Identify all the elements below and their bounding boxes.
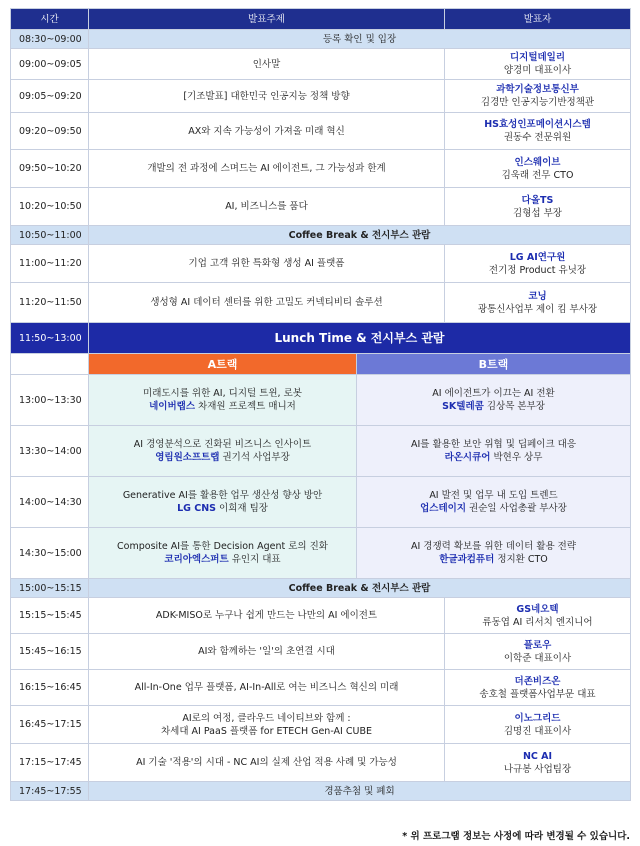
- speaker-cell: [445, 283, 631, 323]
- speaker-name: 김형섭 부장: [513, 207, 562, 219]
- time-cell: 17:15~17:45: [11, 744, 89, 782]
- session-title: [기조발표] 대한민국 인공지능 정책 방향: [89, 80, 445, 113]
- speaker-org: LG CNS: [177, 503, 216, 514]
- time-cell: 16:45~17:15: [11, 706, 89, 744]
- session-title: 개발의 전 과정에 스며드는 AI 에이전트, 그 가능성과 한계: [89, 150, 445, 188]
- table-row: [11, 706, 631, 744]
- header-topic: 발표주제: [89, 9, 445, 30]
- speaker-name: 차재원 프로젝트 매니저: [198, 401, 296, 412]
- schedule-table-container: [10, 8, 630, 801]
- speaker-name: 전기정 Product 유닛장: [488, 264, 587, 276]
- time-cell: 10:20~10:50: [11, 188, 89, 226]
- speaker-org: 영림원소프트랩: [155, 452, 220, 463]
- speaker-cell: [445, 670, 631, 706]
- track-row: [11, 528, 631, 579]
- track-b-session: [357, 528, 631, 579]
- table-header-row: [11, 9, 631, 30]
- band-label: Coffee Break & 전시부스 관람: [89, 226, 631, 245]
- time-cell: 09:50~10:20: [11, 150, 89, 188]
- speaker-org: 과학기술정보통신부: [496, 84, 579, 95]
- speaker-cell: [445, 598, 631, 634]
- session-title: 인사말: [89, 49, 445, 80]
- table-row: [11, 150, 631, 188]
- speaker-org: 코닝: [528, 290, 547, 302]
- speaker-cell: [445, 80, 631, 113]
- table-row: [11, 188, 631, 226]
- time-cell: 11:20~11:50: [11, 283, 89, 323]
- speaker-org: LG AI연구원: [509, 251, 566, 263]
- table-row: [11, 283, 631, 323]
- table-row: [11, 80, 631, 113]
- session-title: AI 경영분석으로 진화된 비즈니스 인사이트: [133, 439, 312, 450]
- speaker-cell: [445, 49, 631, 80]
- speaker-name: 권기석 사업부장: [222, 452, 290, 463]
- speaker-name: 송호철 플랫폼사업부문 대표: [479, 688, 596, 700]
- table-row: [11, 744, 631, 782]
- header-time: 시간: [11, 9, 89, 30]
- track-header-row: [11, 354, 631, 375]
- session-title: AI 발전 및 업무 내 도입 트렌드: [429, 490, 558, 501]
- speaker-org: 이노그리드: [514, 712, 561, 724]
- speaker-org: 코리아엑스퍼트: [164, 554, 229, 565]
- speaker-name: 정지환 CTO: [497, 554, 548, 565]
- table-row: [11, 245, 631, 283]
- speaker-org: 인스웨이브: [514, 156, 561, 168]
- session-title: 미래도시를 위한 AI, 디지털 트윈, 로봇: [143, 388, 302, 399]
- track-header-spacer: [11, 354, 89, 375]
- time-cell: 15:15~15:45: [11, 598, 89, 634]
- time-cell: 08:30~09:00: [11, 30, 89, 49]
- session-title: All-In-One 업무 플랫폼, AI-In-All로 여는 비즈니스 혁신의 미래: [89, 670, 445, 706]
- session-title: AI 기술 '적용'의 시대 - NC AI의 실제 산업 적용 사례 및 가능성: [89, 744, 445, 782]
- header-speaker: 발표자: [445, 9, 631, 30]
- speaker-cell: [445, 113, 631, 150]
- table-row: [11, 598, 631, 634]
- track-b-session: [357, 375, 631, 426]
- track-a-header: A트랙: [89, 354, 357, 375]
- footnote: * 위 프로그램 정보는 사정에 따라 변경될 수 있습니다.: [402, 831, 630, 842]
- time-cell: 11:50~13:00: [11, 323, 89, 354]
- speaker-org: 업스테이지: [420, 503, 467, 514]
- speaker-cell: [445, 634, 631, 670]
- speaker-org: 네이버랩스: [149, 401, 196, 412]
- break-row: [11, 579, 631, 598]
- time-cell: 14:00~14:30: [11, 477, 89, 528]
- speaker-name: 나규봉 사업팀장: [503, 763, 572, 775]
- speaker-cell: [445, 744, 631, 782]
- registration-row: [11, 30, 631, 49]
- table-row: [11, 49, 631, 80]
- time-cell: 09:20~09:50: [11, 113, 89, 150]
- track-a-session: [89, 375, 357, 426]
- session-title: AI 경쟁력 확보를 위한 데이터 활용 전략: [410, 541, 577, 552]
- lunch-row: [11, 323, 631, 354]
- speaker-cell: [445, 150, 631, 188]
- track-row: [11, 477, 631, 528]
- schedule-table: [10, 8, 631, 801]
- track-b-session: [357, 426, 631, 477]
- time-cell: 09:05~09:20: [11, 80, 89, 113]
- track-a-session: [89, 528, 357, 579]
- session-title: ADK-MISO로 누구나 쉽게 만드는 나만의 AI 에이전트: [89, 598, 445, 634]
- session-title: AI로의 여정, 클라우드 네이티브와 함께 :: [182, 712, 351, 724]
- track-a-session: [89, 477, 357, 528]
- track-a-session: [89, 426, 357, 477]
- table-row: [11, 634, 631, 670]
- speaker-org: 디지털데일리: [509, 52, 566, 63]
- speaker-name: 류동엽 AI 리서치 엔지니어: [482, 616, 593, 628]
- session-title: AI를 활용한 보안 위협 및 딥페이크 대응: [410, 439, 577, 450]
- speaker-name: 이희재 팀장: [219, 503, 268, 514]
- track-row: [11, 375, 631, 426]
- speaker-org: 한글과컴퓨터: [439, 554, 495, 565]
- lunch-label: Lunch Time & 전시부스 관람: [89, 323, 631, 354]
- band-label: 경품추첨 및 폐회: [89, 782, 631, 801]
- speaker-org: 라온시큐어: [444, 452, 491, 463]
- speaker-name: 유인지 대표: [231, 554, 281, 565]
- table-row: [11, 113, 631, 150]
- closing-row: [11, 782, 631, 801]
- speaker-cell: [445, 706, 631, 744]
- speaker-org: 더존비즈온: [514, 675, 561, 687]
- session-title: Generative AI를 활용한 업무 생산성 향상 방안: [122, 490, 323, 501]
- speaker-cell: [445, 245, 631, 283]
- speaker-name: 권동수 전문위원: [503, 132, 572, 143]
- speaker-org: SK텔레콤: [442, 401, 484, 412]
- session-subtitle: 차세대 AI PaaS 플랫폼 for ETECH Gen-AI CUBE: [161, 725, 372, 737]
- session-title: AI, 비즈니스를 품다: [89, 188, 445, 226]
- speaker-org: HS효성인포메이션시스템: [484, 119, 591, 130]
- speaker-name: 이학준 대표이사: [503, 652, 572, 664]
- speaker-org: 플로우: [523, 639, 552, 651]
- time-cell: 15:00~15:15: [11, 579, 89, 598]
- time-cell: 17:45~17:55: [11, 782, 89, 801]
- speaker-name: 양경미 대표이사: [503, 65, 572, 76]
- speaker-name: 광통신사업부 제이 킴 부사장: [477, 303, 598, 315]
- band-label: 등록 확인 및 입장: [89, 30, 631, 49]
- band-label: Coffee Break & 전시부스 관람: [89, 579, 631, 598]
- session-title: AI 에이전트가 이끄는 AI 전환: [432, 388, 555, 399]
- speaker-org: NC AI: [522, 750, 553, 762]
- speaker-name: 김경만 인공지능기반정책관: [480, 97, 595, 108]
- speaker-name: 김욱래 전무 CTO: [501, 169, 574, 181]
- track-b-session: [357, 477, 631, 528]
- track-b-header: B트랙: [357, 354, 631, 375]
- speaker-cell: [445, 188, 631, 226]
- table-row: [11, 670, 631, 706]
- session-title: AI와 함께하는 '일'의 초연결 시대: [89, 634, 445, 670]
- session-title: 생성형 AI 데이터 센터를 위한 고밀도 커넥티비티 솔루션: [89, 283, 445, 323]
- time-cell: 13:00~13:30: [11, 375, 89, 426]
- speaker-name: 김명진 대표이사: [503, 725, 572, 737]
- speaker-org: GS네오텍: [516, 603, 559, 615]
- session-title: Composite AI를 통한 Decision Agent 로의 진화: [117, 541, 328, 552]
- session-title: 기업 고객 위한 특화형 생성 AI 플랫폼: [89, 245, 445, 283]
- session-title-cell: [89, 706, 445, 744]
- time-cell: 09:00~09:05: [11, 49, 89, 80]
- time-cell: 15:45~16:15: [11, 634, 89, 670]
- time-cell: 11:00~11:20: [11, 245, 89, 283]
- break-row: [11, 226, 631, 245]
- speaker-name: 박현우 상무: [493, 452, 543, 463]
- time-cell: 16:15~16:45: [11, 670, 89, 706]
- session-title: AX와 지속 가능성이 가져올 미래 혁신: [89, 113, 445, 150]
- time-cell: 10:50~11:00: [11, 226, 89, 245]
- time-cell: 13:30~14:00: [11, 426, 89, 477]
- speaker-org: 다올TS: [521, 194, 554, 206]
- time-cell: 14:30~15:00: [11, 528, 89, 579]
- track-row: [11, 426, 631, 477]
- speaker-name: 김상목 본부장: [486, 401, 545, 412]
- speaker-name: 권순일 사업총괄 부사장: [469, 503, 567, 514]
